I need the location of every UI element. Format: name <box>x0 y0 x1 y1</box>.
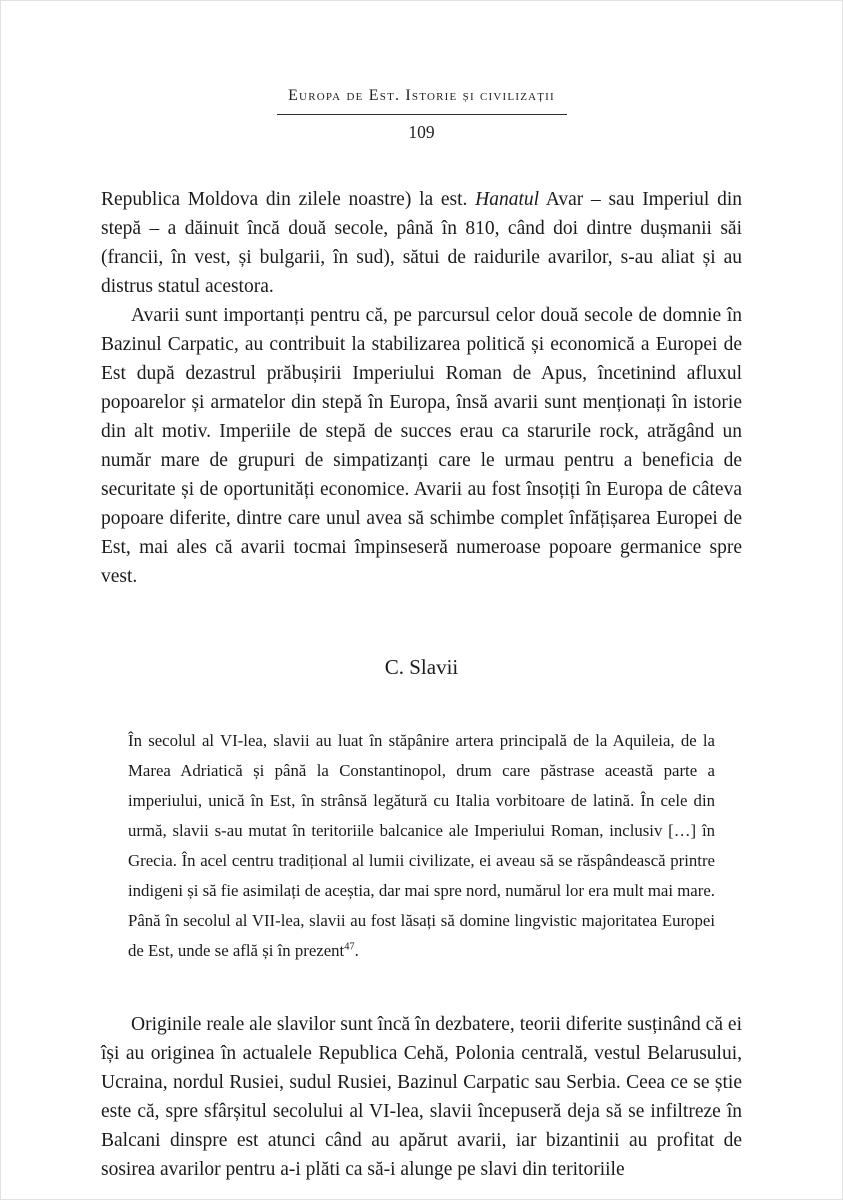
page-header <box>101 87 742 143</box>
italic-term-hanatul: Hanatul <box>475 189 540 210</box>
footnote-reference: 47 <box>344 941 355 953</box>
paragraph-avars-importance: Avarii sunt importanți pentru că, pe parcursul celor două secole de domnie în Bazinul Carpatic, au contribuit la stabilizarea politică și economică a Europei de Est după dezastrul prăbușirii Imperiului Roman de Apus, încetinind afluxul popoarelor și armatelor din stepă în Europa, însă avarii sunt menționați în istorie din alt motiv. Imperiile de stepă de succes erau ca starurile rock, atrăgând un număr mare de grupuri de simpatizanți care le urmau pentru a beneficia de securitate și de oportunități economice. Avarii au fost însoțiți în Europa de câteva popoare diferite, dintre care unul avea să schimbe complet înfățișarea Europei de Est, mai ales că avarii tocmai împinseseră numeroase popoare germanice spre vest. <box>101 305 742 587</box>
section-heading-slavii: C. Slavii <box>384 655 459 679</box>
page-body <box>101 185 742 1184</box>
paragraph-avar-khanate <box>101 185 742 301</box>
block-quote-text-after-footnote: . <box>354 941 359 960</box>
block-quote-slavs <box>128 726 715 966</box>
paragraph-avar-khanate-text-after: Avar – sau Imperiul din stepă – a dăinuit încă două secole, până în 810, când doi dintre dușmanii săi (francii, în vest, și bulgarii, în sud), sătui de raidurile avarilor, s-au aliat și au distrus statul acestora. <box>101 189 742 297</box>
paragraph-slav-origins: Originile reale ale slavilor sunt încă în dezbatere, teorii diferite susținând că ei își au originea în actualele Republica Cehă, Polonia centrală, vestul Belarusului, Ucraina, nordul Rusiei, sudul Rusiei, Bazinul Carpatic sau Serbia. Ceea ce se știe este că, spre sfârșitul secolului al VI-lea, slavii începuseră deja să se infiltreze în Balcani dinspre est atunci când au apărut avarii, iar bizantinii au profitat de sosirea avarilor pentru a-i plăti ca să-i alunge pe slavi din teritoriile <box>101 1014 742 1180</box>
header-rule <box>277 114 567 115</box>
block-quote-text: În secolul al VI-lea, slavii au luat în stăpânire artera principală de la Aquileia, de la Marea Adriatică și până la Constantinopol, drum care păstrase această parte a imperiului, unică în Est, în strânsă legătură cu Italia vorbitoare de latină. În cele din urmă, slavii s-au mutat în teritoriile balcanice ale Imperiului Roman, inclusiv […] în Grecia. În acel centru tradițional al lumii civilizate, ei aveau să se răspândească printre indigeni și să fie asimilați de aceștia, dar mai spre nord, numărul lor era mult mai mare. Până în secolul al VII-lea, slavii au fost lăsați să domine lingvistic majoritatea Europei de Est, unde se află și în prezent <box>128 731 715 960</box>
running-header-title: Europa de Est. Istorie și civilizații <box>288 87 555 104</box>
paragraph-avar-khanate-text-before: Republica Moldova din zilele noastre) la est. <box>101 189 476 210</box>
page-number: 109 <box>408 122 435 142</box>
